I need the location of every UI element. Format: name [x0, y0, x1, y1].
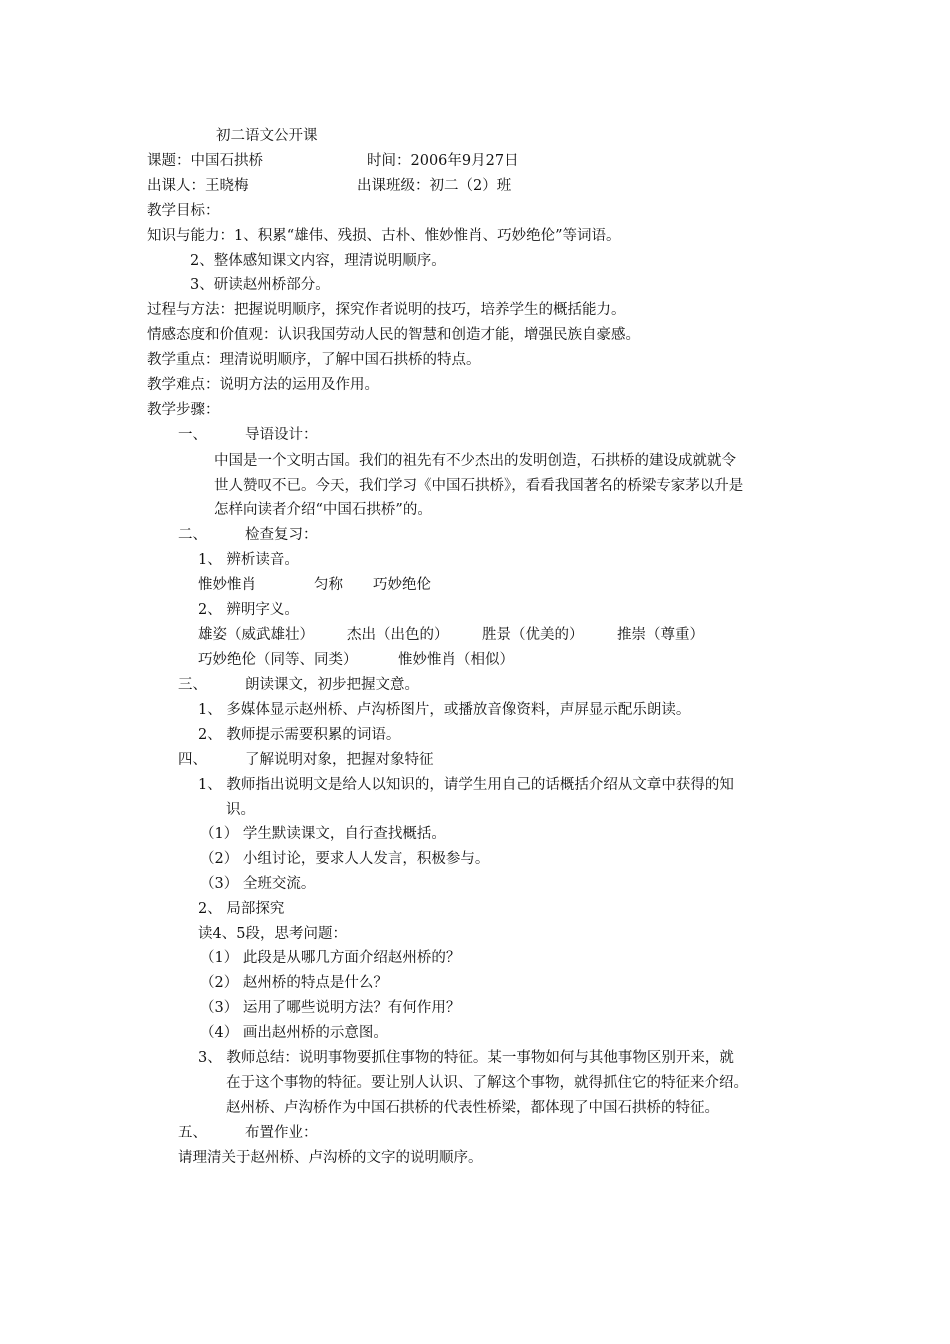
- step1-title: 导语设计：: [245, 427, 318, 443]
- step4-question3: （3） 运用了哪些说明方法？有何作用？: [200, 1000, 461, 1016]
- goals-heading: 教学目标：: [147, 203, 220, 219]
- step1-text-line2: 世人赞叹不已。今天，我们学习《中国石拱桥》，看看我国著名的桥梁专家茅以升是: [214, 478, 744, 494]
- step4-question1: （1） 此段是从哪几方面介绍赵州桥的？: [200, 950, 461, 966]
- step2-def5: 巧妙绝伦（同等、同类）: [198, 652, 358, 668]
- step4-point3: （3） 全班交流。: [200, 876, 316, 892]
- step1-text-line1: 中国是一个文明古国。我们的祖先有不少杰出的发明创造，石拱桥的建设成就就令: [214, 453, 736, 469]
- process-line: 过程与方法：把握说明顺序，探究作者说明的技巧，培养学生的概括能力。: [147, 302, 626, 318]
- step2-def4: 推崇（尊重）: [617, 627, 704, 643]
- steps-heading: 教学步骤：: [147, 402, 220, 418]
- step2-item1: 1、 辨析读音。: [198, 552, 299, 568]
- goal-knowledge: 知识与能力：1、积累“雄伟、残损、古朴、惟妙惟肖、巧妙绝伦”等词语。: [147, 228, 621, 244]
- step4-item2: 2、 局部探究: [198, 901, 285, 917]
- step1-number: 一、: [178, 427, 207, 443]
- step2-number: 二、: [178, 527, 207, 543]
- step5-title: 布置作业：: [245, 1125, 318, 1141]
- difficulty-line: 教学难点：说明方法的运用及作用。: [147, 377, 379, 393]
- step3-item2: 2、 教师提示需要积累的词语。: [198, 727, 401, 743]
- step4-point2: （2） 小组讨论，要求人人发言，积极参与。: [200, 851, 490, 867]
- teacher-line: 出课人：王晓梅: [147, 178, 249, 194]
- key-point-line: 教学重点：理清说明顺序，了解中国石拱桥的特点。: [147, 352, 481, 368]
- step5-number: 五、: [178, 1125, 207, 1141]
- step4-number: 四、: [178, 752, 207, 768]
- goal-2: 2、整体感知课文内容，理清说明顺序。: [190, 253, 446, 269]
- step4-read: 读4、5段，思考问题：: [198, 926, 347, 942]
- step4-question2: （2） 赵州桥的特点是什么？: [200, 975, 388, 991]
- step4-point1: （1） 学生默读课文，自行查找概括。: [200, 826, 446, 842]
- step2-word-c: 巧妙绝伦: [373, 577, 431, 593]
- step2-def6: 惟妙惟肖（相似）: [398, 652, 514, 668]
- goal-3: 3、研读赵州桥部分。: [190, 277, 330, 293]
- step4-question4: （4） 画出赵州桥的示意图。: [200, 1025, 388, 1041]
- time-line: 时间：2006年9月27日: [367, 153, 519, 169]
- step4-item3-line2: 在于这个事物的特征。要让别人认识、了解这个事物，就得抓住它的特征来介绍。: [226, 1075, 748, 1091]
- doc-title: 初二语文公开课: [216, 128, 318, 144]
- step4-item1-line1: 1、 教师指出说明文是给人以知识的，请学生用自己的话概括介绍从文章中获得的知: [198, 777, 734, 793]
- step2-word-b: 匀称: [314, 577, 343, 593]
- step4-item1-line2: 识。: [226, 802, 255, 818]
- step2-def2: 杰出（出色的）: [347, 627, 449, 643]
- step2-item2: 2、 辨明字义。: [198, 602, 299, 618]
- class-line: 出课班级：初二（2）班: [357, 178, 512, 194]
- emotion-line: 情感态度和价值观：认识我国劳动人民的智慧和创造才能，增强民族自豪感。: [147, 327, 640, 343]
- step4-item3-line1: 3、 教师总结：说明事物要抓住事物的特征。某一事物如何与其他事物区别开来，就: [198, 1050, 734, 1066]
- step5-text: 请理清关于赵州桥、卢沟桥的文字的说明顺序。: [178, 1150, 483, 1166]
- step1-text-line3: 怎样向读者介绍“中国石拱桥”的。: [214, 502, 432, 518]
- step2-def3: 胜景（优美的）: [482, 627, 584, 643]
- step3-item1: 1、 多媒体显示赵州桥、卢沟桥图片，或播放音像资料，声屏显示配乐朗读。: [198, 702, 691, 718]
- step4-item3-line3: 赵州桥、卢沟桥作为中国石拱桥的代表性桥梁，都体现了中国石拱桥的特征。: [226, 1100, 719, 1116]
- topic-line: 课题：中国石拱桥: [147, 153, 263, 169]
- step3-title: 朗读课文，初步把握文意。: [245, 677, 419, 693]
- step2-word-a: 惟妙惟肖: [198, 577, 256, 593]
- step3-number: 三、: [178, 677, 207, 693]
- step4-title: 了解说明对象，把握对象特征: [245, 752, 434, 768]
- step2-title: 检查复习：: [245, 527, 318, 543]
- step2-def1: 雄姿（威武雄壮）: [198, 627, 314, 643]
